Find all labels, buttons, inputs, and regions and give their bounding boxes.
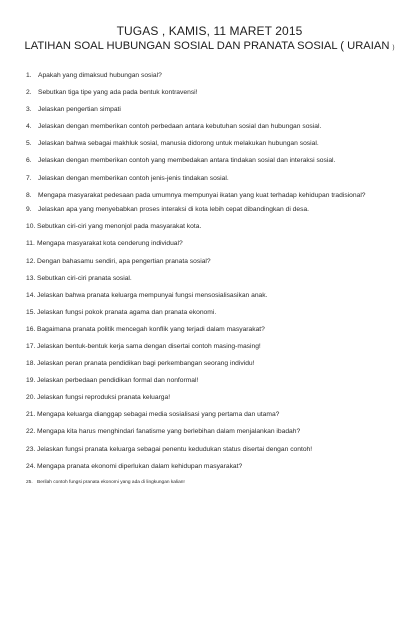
- question-text: Jelaskan perbedaan pendidikan formal dan nonformal!: [37, 377, 199, 385]
- page-subtitle: [0, 40, 419, 52]
- question-number: 1.: [26, 72, 32, 79]
- question-item: [26, 446, 394, 454]
- question-number: 4.: [26, 123, 32, 131]
- question-text: Jelaskan peran pranata pendidikan bagi perkembangan seorang individu!: [37, 360, 255, 368]
- question-text: Jelaskan bentuk-bentuk kerja sama dengan disertai contoh masing-masing!: [37, 343, 261, 351]
- subtitle-main: LATIHAN SOAL HUBUNGAN SOSIAL DAN PRANATA SOSIAL ( URAIAN: [24, 40, 390, 52]
- question-item: [26, 206, 394, 214]
- question-text: Bagaimana pranata politik mencegah konflik yang terjadi dalam masyarakat?: [37, 325, 265, 333]
- question-item: [26, 394, 394, 402]
- question-item: [26, 192, 394, 204]
- question-text: Jelaskan apa yang menyebabkan proses interaksi di kota lebih cepat dibandingkan di desa.: [38, 206, 310, 214]
- question-item: [26, 480, 394, 486]
- question-item: [26, 343, 394, 351]
- question-number: 20.: [26, 394, 36, 402]
- question-number: 15.: [26, 308, 36, 316]
- question-text: Sebutkan ciri-ciri yang menonjol pada masyarakat kota.: [37, 223, 202, 231]
- question-text: Apakah yang dimaksud hubungan sosial?: [38, 72, 162, 79]
- question-text: Mengapa kita harus menghindari fanatisme yang berlebihan dalam menjalankan ibadah?: [37, 428, 301, 436]
- question-number: 3.: [26, 106, 32, 114]
- question-number: 16.: [26, 325, 36, 333]
- question-number: 5.: [26, 140, 32, 148]
- question-text: Jelaskan dengan memberikan contoh jenis-jenis tindakan sosial.: [38, 174, 229, 182]
- question-item: [26, 240, 394, 248]
- question-number: 17.: [26, 343, 36, 351]
- question-text: Mengapa keluarga dianggap sebagai media sosialisasi yang pertama dan utama?: [37, 411, 280, 419]
- question-number: 11.: [26, 240, 35, 248]
- question-number: 22.: [26, 428, 36, 436]
- subtitle-closing-paren: ): [392, 45, 395, 51]
- question-item: [26, 411, 394, 419]
- question-item: [26, 89, 394, 97]
- question-text: Mengapa masyarakat pedesaan pada umumnya mempunyai ikatan yang kuat terhadap kehidupan tradisional?: [38, 192, 366, 200]
- question-number: 14.: [26, 291, 36, 299]
- question-number: 8.: [26, 191, 32, 199]
- question-number: 25.: [26, 479, 33, 485]
- question-number: 24.: [26, 462, 36, 470]
- question-item: [26, 106, 394, 114]
- question-item: [26, 428, 394, 436]
- question-number: 2.: [26, 89, 32, 97]
- question-item: [26, 72, 394, 80]
- question-text: Jelaskan fungsi pokok pranata agama dan pranata ekonomi.: [37, 308, 217, 316]
- question-number: 13.: [26, 274, 36, 282]
- question-number: 7.: [26, 174, 32, 182]
- question-item: [26, 258, 394, 266]
- question-text: Jelaskan fungsi reproduksi pranata keluarga!: [37, 394, 171, 402]
- question-item: [26, 275, 394, 283]
- question-item: [26, 123, 394, 131]
- question-item: [26, 223, 394, 231]
- question-text: Jelaskan dengan memberikan contoh yang membedakan antara tindakan sosial dan interaksi sosial.: [38, 157, 336, 165]
- question-item: [26, 157, 394, 165]
- question-item: [26, 360, 394, 368]
- question-text: Jelaskan bahwa pranata keluarga mempunyai fungsi mensosialisasikan anak.: [37, 291, 268, 299]
- question-text: Jelaskan dengan memberikan contoh perbedaan antara kebutuhan sosial dan hubungan sosial.: [38, 123, 322, 131]
- question-number: 18.: [26, 360, 36, 368]
- question-number: 10.: [26, 223, 36, 231]
- question-text: Sebutkan ciri-ciri pranata sosial.: [37, 274, 132, 282]
- question-item: [26, 463, 394, 471]
- page-title: TUGAS , KAMIS, 11 MARET 2015: [116, 24, 303, 38]
- question-number: 12.: [26, 257, 36, 265]
- question-item: [26, 377, 394, 385]
- question-item: [26, 175, 394, 183]
- question-list: [26, 72, 394, 495]
- question-item: [26, 309, 394, 317]
- question-number: 23.: [26, 445, 36, 453]
- question-text: Mengapa pranata ekonomi diperlukan dalam kehidupan masyarakat?: [37, 462, 243, 470]
- question-item: [26, 140, 394, 148]
- question-number: 9.: [26, 206, 32, 214]
- question-text: Mengapa masyarakat kota cenderung individual?: [37, 240, 183, 248]
- question-item: [26, 326, 394, 334]
- question-number: 21.: [26, 411, 36, 419]
- question-number: 6.: [26, 157, 32, 165]
- question-text: Berilah contoh fungsi pranata ekonomi yang ada di lingkungan kalian!: [37, 479, 185, 485]
- question-text: Sebutkan tiga tipe yang ada pada bentuk kontravensi!: [38, 89, 198, 97]
- question-item: [26, 292, 394, 300]
- question-text: Jelaskan fungsi pranata keluarga sebagai penentu kedudukan status disertai dengan contoh!: [37, 445, 313, 453]
- question-number: 19.: [26, 377, 36, 385]
- question-text: Dengan bahasamu sendiri, apa pengertian pranata sosial?: [37, 257, 211, 265]
- question-text: Jelaskan bahwa sebagai makhluk sosial, manusia didorong untuk melakukan hubungan sosial.: [38, 140, 319, 148]
- question-text: Jelaskan pengertian simpati: [38, 106, 121, 114]
